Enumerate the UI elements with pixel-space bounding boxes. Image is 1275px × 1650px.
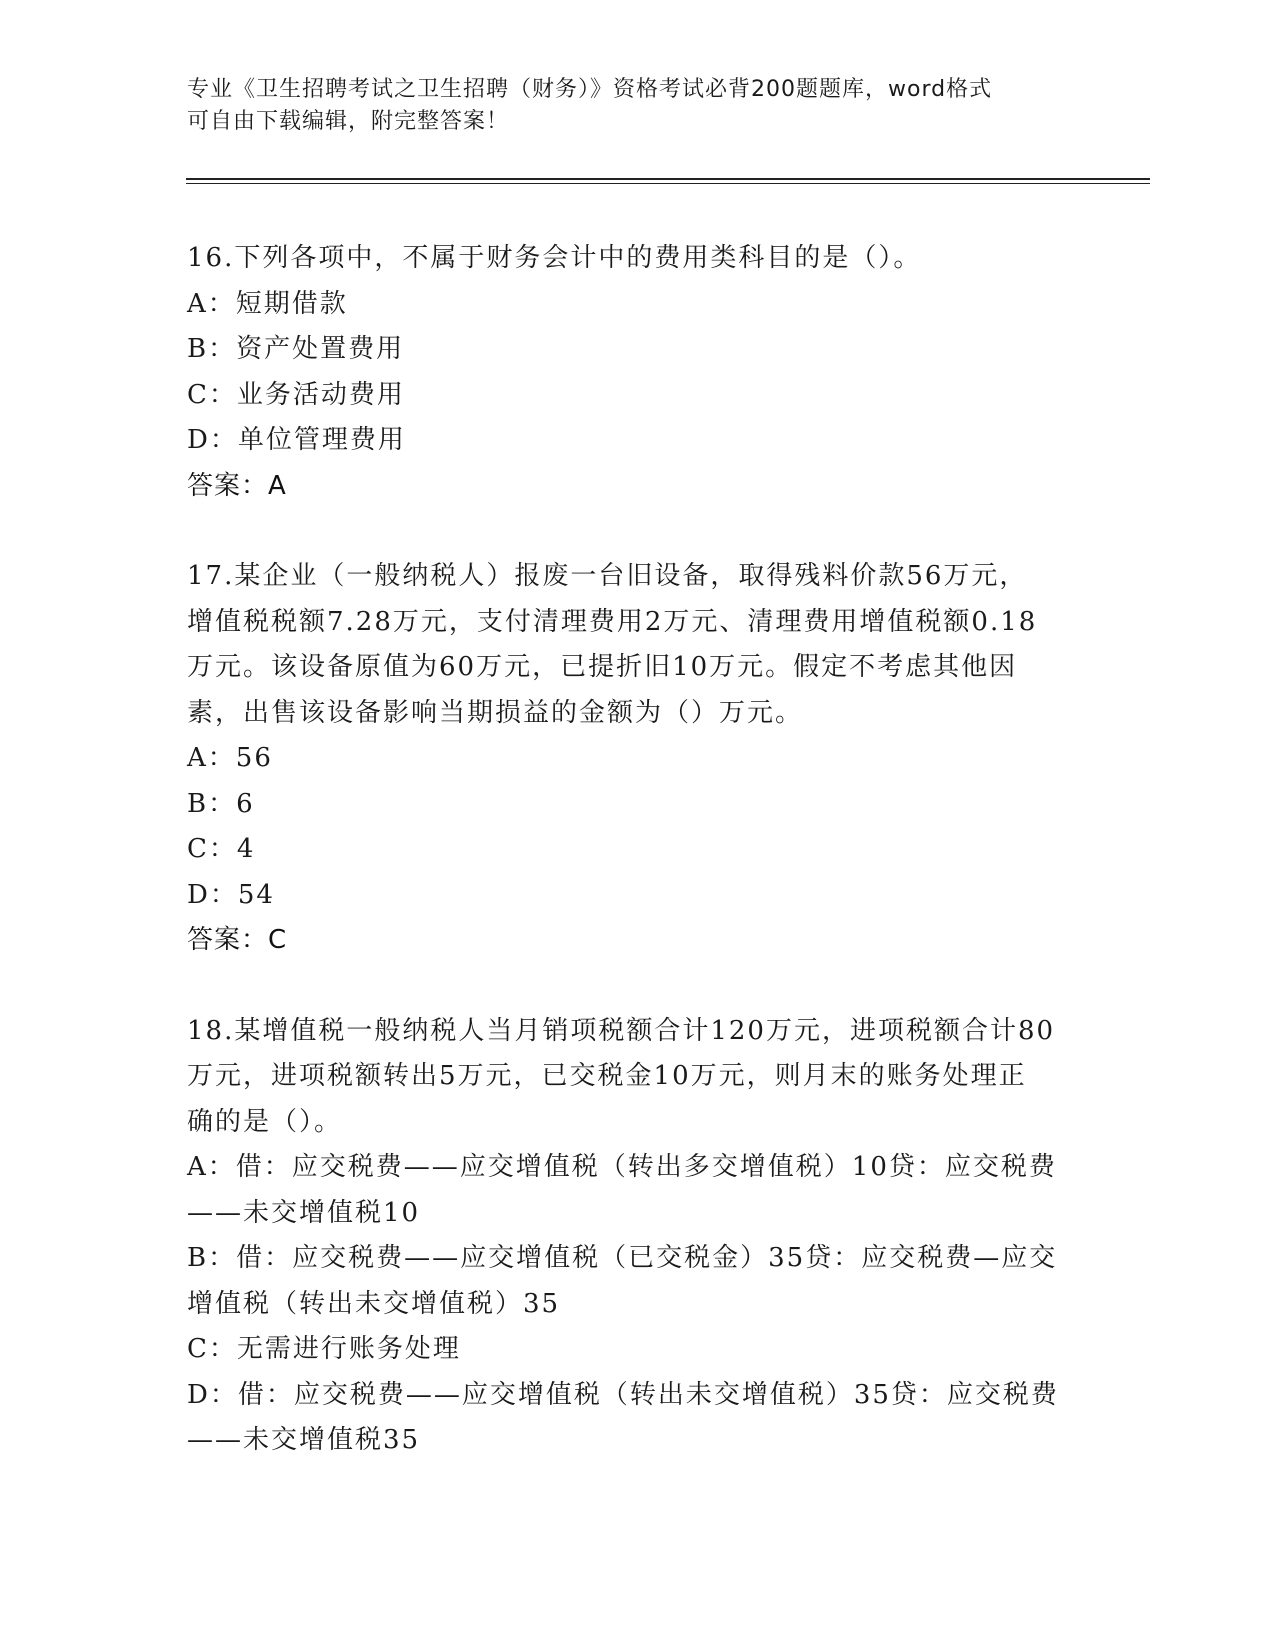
option-c: C：业务活动费用 [187,379,405,410]
question-stem-line-1: 18.某增值税一般纳税人当月销项税额合计120万元，进项税额合计80 [187,1015,1056,1046]
option-c: C：无需进行账务处理 [187,1334,461,1364]
option-a: A：短期借款 [187,288,348,319]
option-c: C：4 [187,834,256,864]
answer-line: 答案：C [187,925,288,955]
option-d-line-1: D：借：应交税费——应交增值税（转出未交增值税）35贷：应交税费 [187,1379,1059,1410]
option-a-line-1: A：借：应交税费——应交增值税（转出多交增值税）10贷：应交税费 [187,1152,1057,1182]
question-stem-line-2: 万元，进项税额转出5万元，已交税金10万元，则月末的账务处理正 [187,1061,1027,1091]
question-list [187,236,1087,1509]
question-18 [187,1009,1087,1464]
question-stem-line-2: 增值税税额7.28万元，支付清理费用2万元、清理费用增值税额0.18 [187,606,1038,637]
header-line-1: 专业《卫生招聘考试之卫生招聘（财务）》资格考试必背200题题库，word格式 [187,77,993,102]
option-b: B：资产处置费用 [187,334,405,364]
option-b-line-2: 增值税（转出未交增值税）35 [187,1288,561,1319]
header-divider [186,178,1150,184]
question-stem-line-3: 万元。该设备原值为60万元，已提折旧10万元。假定不考虑其他因 [187,652,1018,682]
question-17 [187,554,1087,964]
option-a: A：56 [187,743,273,773]
option-a-line-2: ——未交增值税10 [187,1197,421,1228]
header-line-2: 可自由下载编辑，附完整答案！ [187,109,510,134]
option-b: B：6 [187,788,255,819]
question-16 [187,236,1087,509]
question-stem-line-4: 素，出售该设备影响当期损益的金额为（）万元。 [187,697,804,728]
option-d: D：单位管理费用 [187,425,406,455]
option-d-line-2: ——未交增值税35 [187,1425,421,1455]
question-stem: 16.下列各项中，不属于财务会计中的费用类科目的是（）。 [187,243,922,273]
question-stem-line-3: 确的是（）。 [187,1106,343,1137]
question-stem-line-1: 17.某企业（一般纳税人）报废一台旧设备，取得残料价款56万元， [187,561,1028,591]
option-d: D：54 [187,879,275,910]
document-header [187,74,1087,138]
option-b-line-1: B：借：应交税费——应交增值税（已交税金）35贷：应交税费—应交 [187,1243,1058,1273]
answer-line: 答案：A [187,470,287,501]
